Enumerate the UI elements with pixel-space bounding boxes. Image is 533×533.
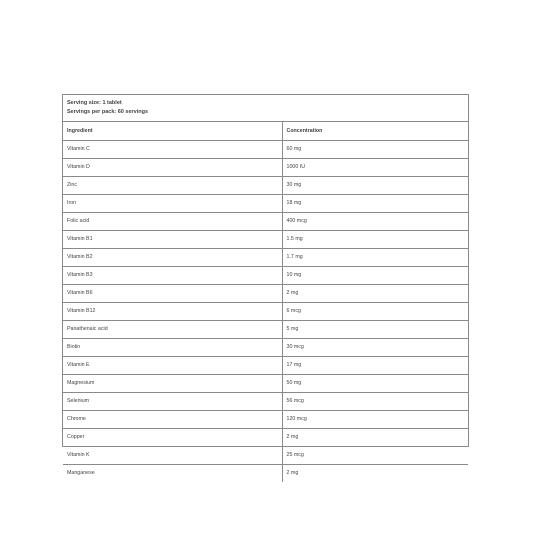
table-row [63,302,468,320]
ingredient-cell: Folic acid [63,212,282,230]
ingredient-cell: Magnesium [63,374,282,392]
concentration-cell: 17 mg [282,356,468,374]
concentration-cell: 10 mg [282,266,468,284]
table-row [63,428,468,446]
concentration-cell: 25 mcg [282,446,468,464]
ingredient-cell: Biotin [63,338,282,356]
serving-size: Serving size: 1 tablet [67,100,122,106]
concentration-cell: 2 mg [282,284,468,302]
servings-per-pack: Servings per pack: 60 servings [67,109,149,115]
ingredient-cell: Vitamin B6 [63,284,282,302]
concentration-cell: 60 mg [282,140,468,158]
ingredient-cell: Manganese [63,464,282,482]
concentration-cell: 30 mcg [282,338,468,356]
ingredient-cell: Zinc [63,176,282,194]
concentration-cell: 30 mg [282,176,468,194]
table-row [63,338,468,356]
ingredient-cell: Iron [63,194,282,212]
table-row [63,158,468,176]
ingredient-cell: Vitamin D [63,158,282,176]
concentration-cell: 1.7 mg [282,248,468,266]
table-row [63,464,468,482]
header-ingredient: Ingredient [63,122,282,140]
table-row [63,248,468,266]
ingredients-table [63,122,468,482]
ingredient-cell: Vitamin E [63,356,282,374]
ingredient-cell: Vitamin B12 [63,302,282,320]
ingredient-cell: Panathenaic acid [63,320,282,338]
ingredient-cell: Selenium [63,392,282,410]
concentration-cell: 50 mg [282,374,468,392]
concentration-cell: 18 mg [282,194,468,212]
concentration-cell: 400 mcg [282,212,468,230]
serving-info [63,95,468,122]
ingredient-cell: Vitamin B2 [63,248,282,266]
table-row [63,212,468,230]
ingredient-cell: Vitamin B1 [63,230,282,248]
table-row [63,284,468,302]
ingredient-cell: Copper [63,428,282,446]
ingredient-cell: Vitamin K [63,446,282,464]
table-row [63,374,468,392]
table-row [63,320,468,338]
table-row [63,446,468,464]
concentration-cell: 5 mg [282,320,468,338]
table-row [63,140,468,158]
concentration-cell: 2 mg [286,470,299,477]
concentration-cell: 2 mg [282,428,468,446]
table-row [63,230,468,248]
concentration-cell: 120 mcg [282,410,468,428]
ingredient-cell: Vitamin C [63,140,282,158]
ingredient-cell: Chrome [63,410,282,428]
nutrition-panel [62,94,469,477]
concentration-cell: 56 mcg [282,392,468,410]
table-row [63,194,468,212]
table-row [63,266,468,284]
concentration-cell: 1.5 mg [282,230,468,248]
concentration-cell: 1000 IU [282,158,468,176]
table-row [63,176,468,194]
ingredient-cell: Vitamin B3 [63,266,282,284]
table-header-row [63,122,468,140]
concentration-cell: 6 mcg [282,302,468,320]
table-row [63,392,468,410]
table-row [63,410,468,428]
header-concentration: Concentration [282,122,468,140]
table-row [63,356,468,374]
